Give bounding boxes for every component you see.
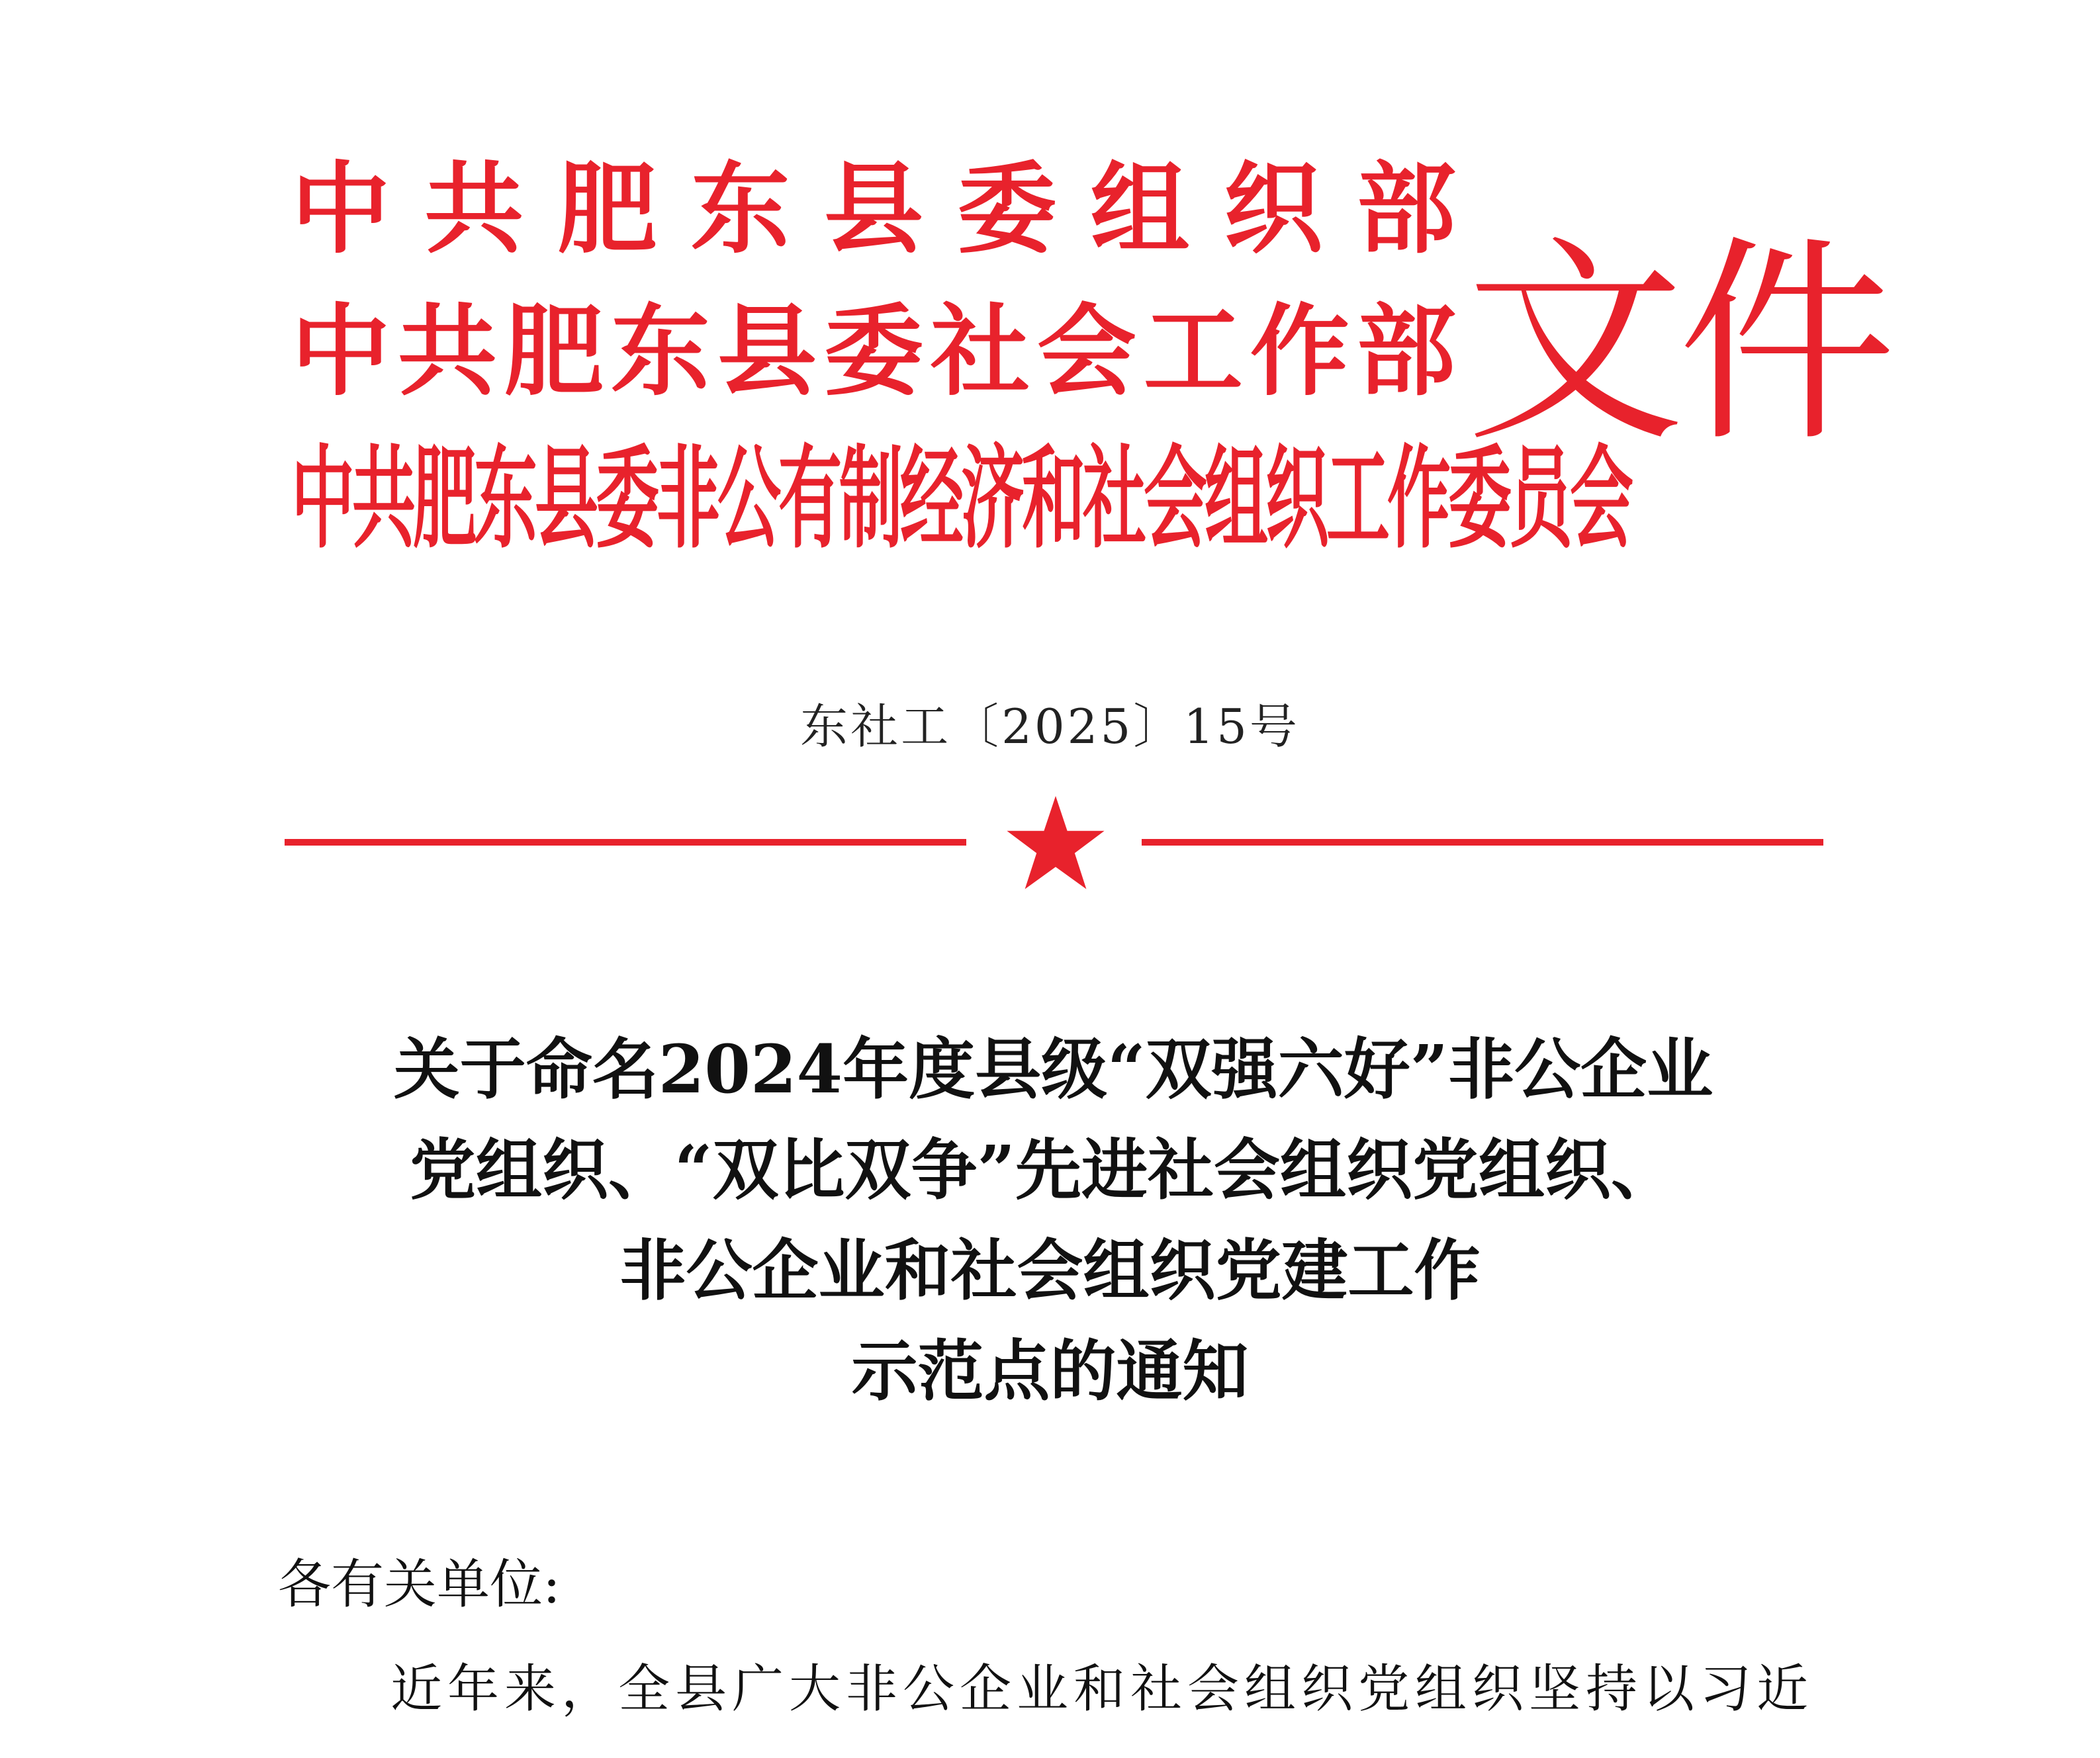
body-paragraph: 近年来，全县广大非公企业和社会组织党组织坚持以习近 (390, 1659, 1814, 1719)
issuer-char: 共 (424, 150, 524, 267)
issuer-char: 肥 (557, 150, 657, 267)
issuer-char: 作 (1250, 292, 1349, 410)
issuer-char: 共 (397, 292, 497, 410)
issuer-char: 委 (823, 292, 923, 410)
issuer-char: 县 (823, 150, 923, 267)
title-line: 非公企业和社会组织党建工作 (619, 1231, 1481, 1309)
divider-left-rule (285, 839, 966, 846)
document-number-text: 东社工〔2025〕15号 (800, 699, 1300, 754)
issuer-char: 会 (1036, 292, 1136, 410)
document-title (0, 1019, 2100, 1421)
star-icon (1003, 791, 1109, 897)
divider-right-rule (1142, 839, 1823, 846)
issuer-char: 县 (717, 292, 817, 410)
salutation: 各有关单位: (278, 1554, 561, 1615)
issuer-char: 东 (690, 150, 790, 267)
issuer-char: 中 (291, 292, 391, 410)
issuer-char: 工 (1143, 292, 1243, 410)
issuer-line-3: 中共肥东县委非公有制经济和社会组织工作委员会 (291, 432, 1631, 564)
issuer-char: 委 (957, 150, 1057, 267)
issuer-line-1 (291, 142, 1456, 267)
title-line: 关于命名2024年度县级“双强六好”非公企业 (393, 1030, 1713, 1108)
title-line: 示范点的通知 (851, 1332, 1249, 1410)
document-number (0, 688, 2100, 757)
issuer-char: 肥 (504, 292, 604, 410)
document-type-label: 文件 (1466, 217, 1890, 471)
title-line: 党组织、“双比双争”先进社会组织党组织、 (409, 1131, 1678, 1209)
issuer-char: 东 (610, 292, 710, 410)
issuer-char: 织 (1223, 150, 1323, 267)
issuer-char: 组 (1090, 150, 1190, 267)
issuer-char: 部 (1356, 150, 1456, 267)
issuer-char: 中 (291, 150, 391, 267)
issuer-char: 部 (1356, 292, 1456, 410)
issuer-char: 社 (930, 292, 1030, 410)
